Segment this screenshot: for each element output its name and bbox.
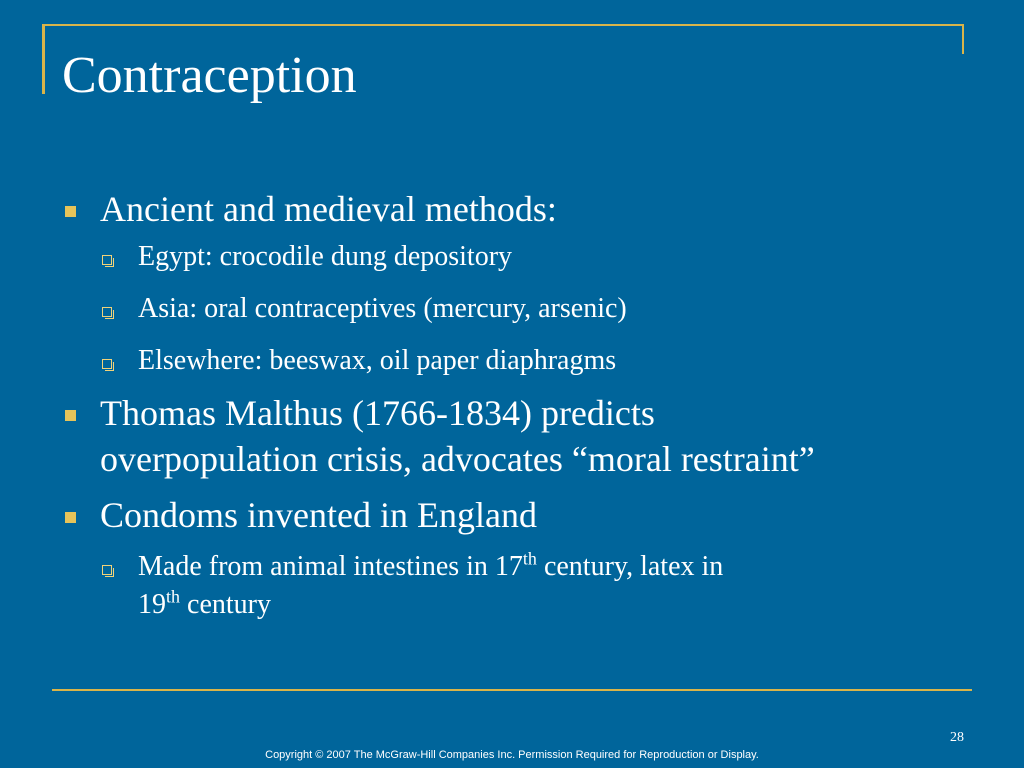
square-bullet-icon bbox=[65, 512, 76, 523]
bullet-text-line1: Thomas Malthus (1766-1834) predicts bbox=[100, 393, 655, 433]
frame-left-line bbox=[42, 24, 45, 94]
sub-bullet-text-part2: century, latex in bbox=[536, 551, 724, 582]
superscript-th: th bbox=[166, 586, 181, 607]
sub-bullet-text-part4: century bbox=[180, 589, 271, 620]
sub-bullet-text: Egypt: crocodile dung depository bbox=[138, 241, 513, 272]
hollow-square-bullet-icon bbox=[102, 255, 112, 265]
bullet-condoms bbox=[64, 492, 964, 538]
bullet-ancient-methods bbox=[64, 186, 964, 232]
superscript-th: th bbox=[522, 548, 537, 569]
sub-bullet-egypt bbox=[64, 238, 964, 276]
sub-bullet-text-part1: Made from animal intestines in 17 bbox=[138, 551, 523, 582]
hollow-square-bullet-icon bbox=[102, 359, 112, 369]
square-bullet-icon bbox=[65, 206, 76, 217]
hollow-square-bullet-icon bbox=[102, 307, 112, 317]
slide-number: 28 bbox=[950, 730, 964, 745]
sub-bullet-elsewhere bbox=[64, 342, 964, 380]
bullet-text: Ancient and medieval methods: bbox=[100, 189, 557, 229]
sub-bullet-text-part3: 19 bbox=[138, 589, 166, 620]
sub-bullet-asia bbox=[64, 290, 964, 328]
slide-content bbox=[64, 186, 964, 638]
frame-top-line bbox=[42, 24, 964, 26]
slide-title: Contraception bbox=[62, 47, 357, 104]
hollow-square-bullet-icon bbox=[102, 565, 112, 575]
frame-right-line bbox=[962, 24, 964, 54]
bullet-malthus bbox=[64, 390, 964, 482]
sub-bullet-text: Elsewhere: beeswax, oil paper diaphragms bbox=[138, 345, 617, 376]
bottom-divider bbox=[52, 689, 972, 691]
sub-bullet-materials bbox=[64, 548, 964, 624]
bullet-text-line2: overpopulation crisis, advocates “moral restraint” bbox=[100, 439, 815, 479]
bullet-text: Condoms invented in England bbox=[100, 495, 537, 535]
sub-bullet-text: Asia: oral contraceptives (mercury, arsenic) bbox=[138, 293, 627, 324]
copyright-notice: Copyright © 2007 The McGraw-Hill Companies Inc. Permission Required for Reproduction or Display. bbox=[265, 749, 759, 761]
square-bullet-icon bbox=[65, 410, 76, 421]
